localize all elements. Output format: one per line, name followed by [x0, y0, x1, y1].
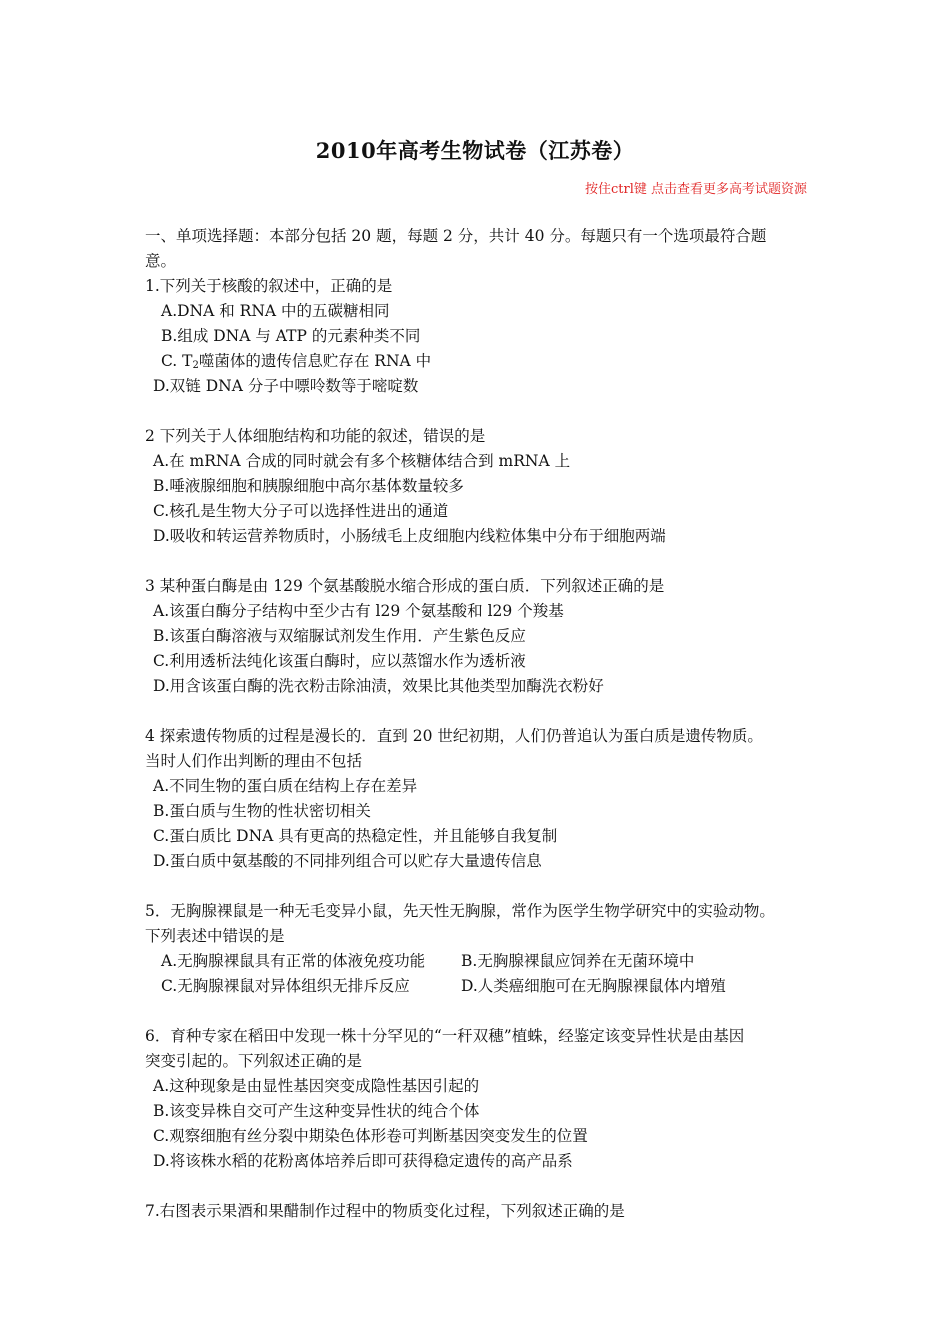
- question-1-option-c: [145, 349, 810, 374]
- question-4-option-a: A.不同生物的蛋白质在结构上存在差异: [153, 777, 418, 795]
- question-6-option-a: A.这种现象是由显性基因突变成隐性基因引起的: [153, 1077, 480, 1095]
- question-5-option-c: C.无胸腺裸鼠对异体组织无排斥反应: [161, 977, 410, 995]
- question-6-stem-line2: 突变引起的。下列叙述正确的是: [145, 1052, 363, 1070]
- question-6-option-d: D.将该株水稻的花粉离体培养后即可获得稳定遗传的高产品系: [153, 1152, 573, 1170]
- subscript-2: 2: [192, 360, 199, 371]
- option-c-suffix: 噬菌体的遗传信息贮存在 RNA 中: [198, 352, 432, 370]
- question-6-option-b: B.该变异株自交可产生这种变异性状的纯合个体: [153, 1102, 480, 1120]
- question-5-stem-line2: 下列表述中错误的是: [145, 927, 285, 945]
- section-instruction-line1: 一、单项选择题：本部分包括 20 题，每题 2 分，共计 40 分。每题只有一个选项最符合题: [145, 227, 767, 245]
- question-2-option-a: A.在 mRNA 合成的同时就会有多个核糖体结合到 mRNA 上: [153, 452, 571, 470]
- question-6-stem-line1: 6．育种专家在稻田中发现一株十分罕见的“一秆双穗”植蛛，经鉴定该变异性状是由基因: [145, 1027, 745, 1045]
- question-1-option-d: D.双链 DNA 分子中嘌呤数等于嘧啶数: [153, 377, 419, 395]
- question-5-option-b: B.无胸腺裸鼠应饲养在无菌环境中: [461, 952, 695, 970]
- question-5-option-d: D.人类癌细胞可在无胸腺裸鼠体内增殖: [461, 977, 726, 995]
- question-5-options-row2: [145, 974, 810, 999]
- page-title: 2010年高考生物试卷（江苏卷）: [315, 138, 635, 163]
- question-3-option-c: C.利用透析法纯化该蛋白酶时，应以蒸馏水作为透析液: [153, 652, 526, 670]
- question-1-stem: 1.下列关于核酸的叙述中，正确的是: [145, 277, 393, 295]
- question-7-stem: 7.右图表示果酒和果醋制作过程中的物质变化过程，下列叙述正确的是: [145, 1202, 625, 1220]
- section-instruction-line2: 意。: [145, 252, 177, 270]
- question-3-stem: 3 某种蛋白酶是由 129 个氨基酸脱水缩合形成的蛋白质．下列叙述正确的是: [145, 577, 665, 595]
- exam-content: [145, 224, 810, 1224]
- more-resources-link[interactable]: 按住ctrl键 点击查看更多高考试题资源: [584, 182, 807, 197]
- question-2-stem: 2 下列关于人体细胞结构和功能的叙述，错误的是: [145, 427, 486, 445]
- question-5-option-a: A.无胸腺裸鼠具有正常的体液免疫功能: [161, 952, 426, 970]
- question-4-stem-line2: 当时人们作出判断的理由不包括: [145, 752, 363, 770]
- question-1-option-b: B.组成 DNA 与 ATP 的元素种类不同: [161, 327, 421, 345]
- question-2-option-c: C.核孔是生物大分子可以选择性进出的通道: [153, 502, 449, 520]
- question-2-option-b: B.唾液腺细胞和胰腺细胞中高尔基体数量较多: [153, 477, 464, 495]
- question-5-options-row1: [145, 949, 810, 974]
- question-4-option-d: D.蛋白质中氨基酸的不同排列组合可以贮存大量遗传信息: [153, 852, 542, 870]
- question-3-option-b: B.该蛋白酶溶液与双缩脲试剂发生作用．产生紫色反应: [153, 627, 526, 645]
- question-6-option-c: C.观察细胞有丝分裂中期染色体形卷可判断基因突变发生的位置: [153, 1127, 588, 1145]
- question-5-stem-line1: 5．无胸腺裸鼠是一种无毛变异小鼠，先天性无胸腺，常作为医学生物学研究中的实验动物。: [145, 902, 775, 920]
- question-3-option-a: A.该蛋白酶分子结构中至少古有 l29 个氨基酸和 l29 个羧基: [153, 602, 564, 620]
- option-c-prefix: C. T: [161, 352, 193, 370]
- question-3-option-d: D.用含该蛋白酶的洗衣粉击除油渍，效果比其他类型加酶洗衣粉好: [153, 677, 604, 695]
- question-4-option-b: B.蛋白质与生物的性状密切相关: [153, 802, 371, 820]
- question-2-option-d: D.吸收和转运营养物质时，小肠绒毛上皮细胞内线粒体集中分布于细胞两端: [153, 527, 666, 545]
- question-4-stem-line1: 4 探索遗传物质的过程是漫长的．直到 20 世纪初期，人们仍普追认为蛋白质是遗传物质。: [145, 727, 763, 745]
- question-4-option-c: C.蛋白质比 DNA 具有更高的热稳定性，并且能够自我复制: [153, 827, 558, 845]
- question-1-option-a: A.DNA 和 RNA 中的五碳糖相同: [161, 302, 390, 320]
